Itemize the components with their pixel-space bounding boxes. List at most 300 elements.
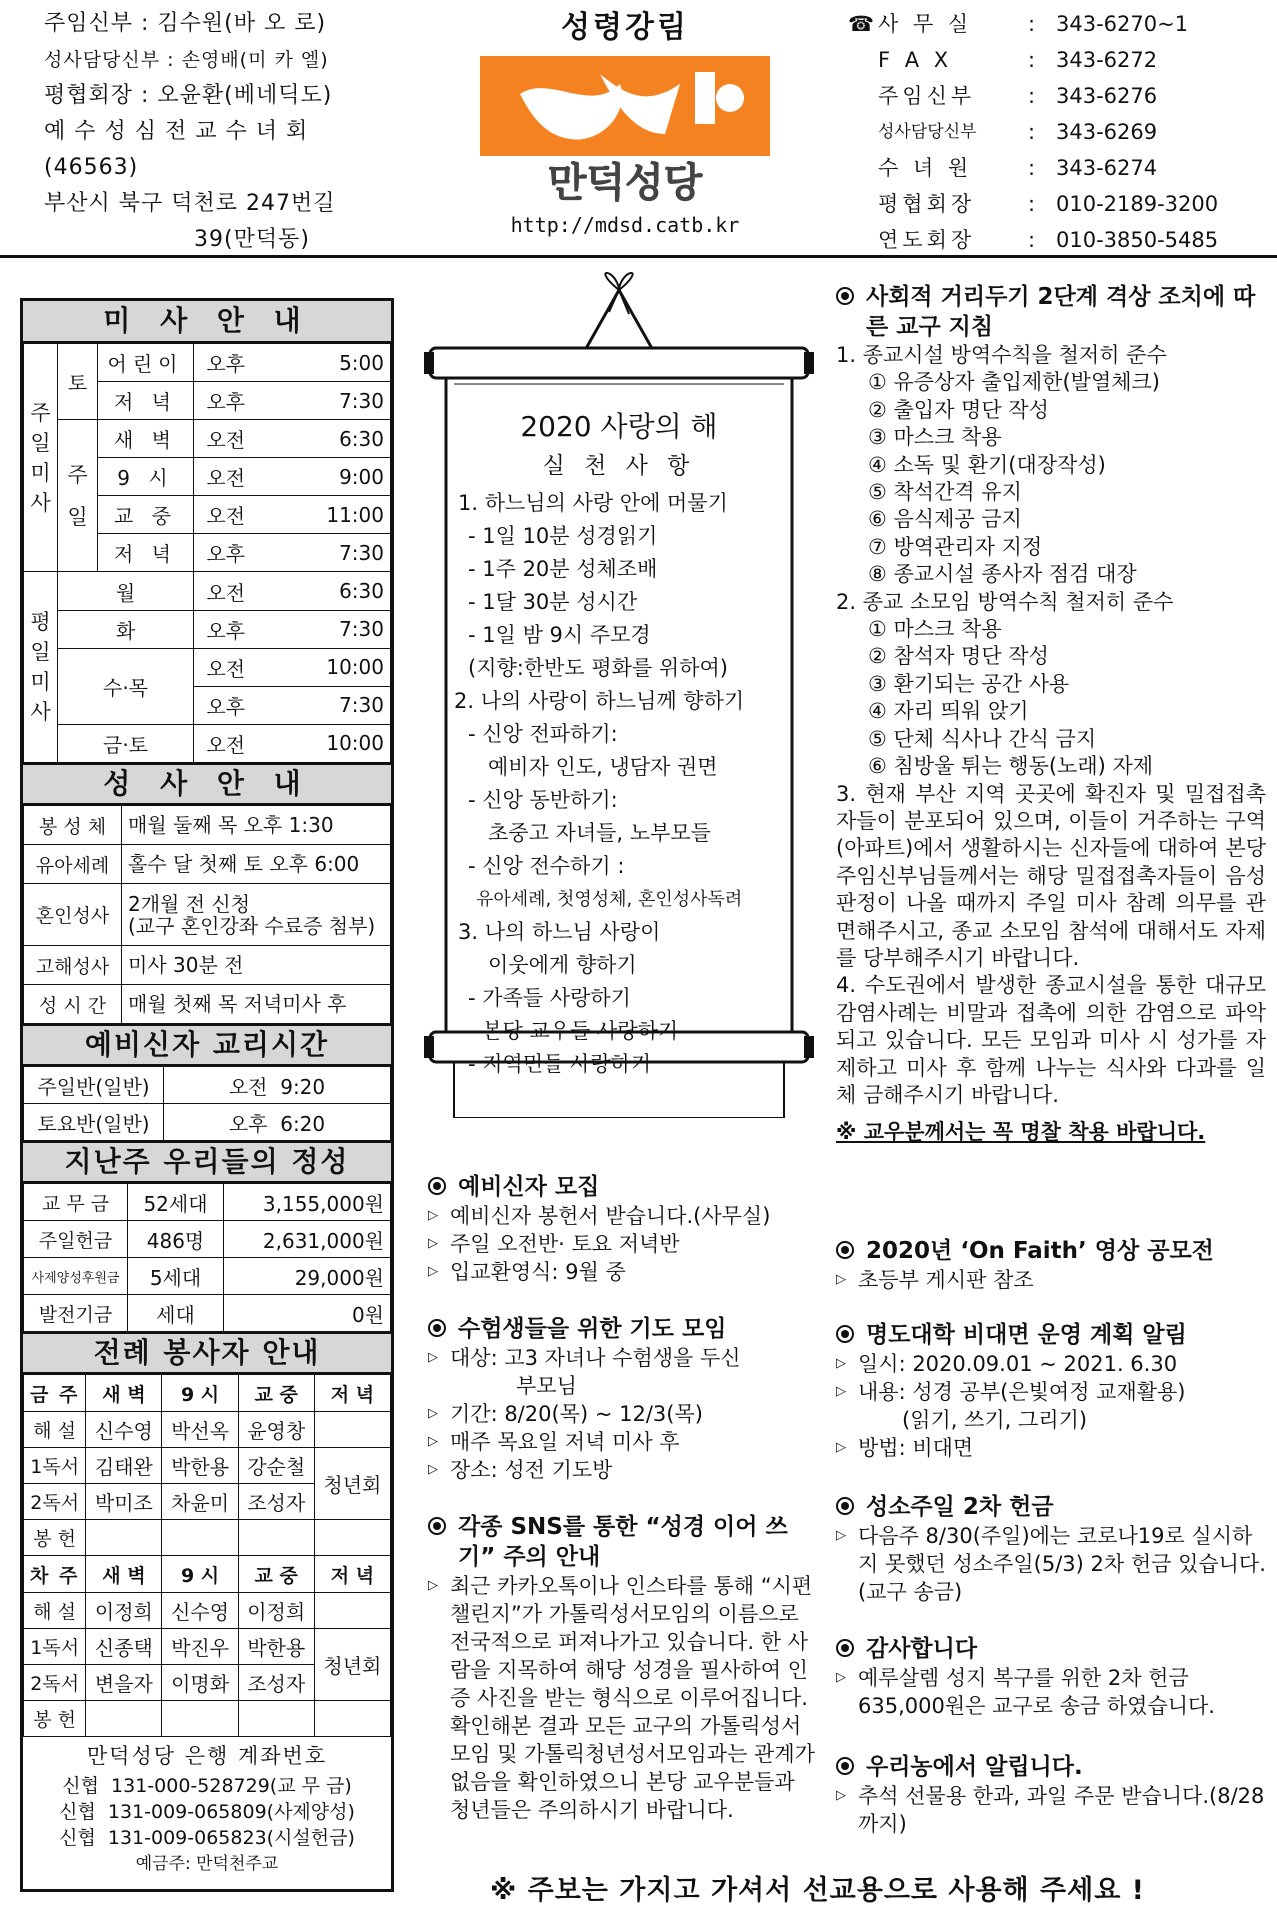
- table-cell: 이정희: [238, 1593, 314, 1629]
- guideline-line: ⑤ 단체 식사나 간식 금지: [868, 726, 1097, 751]
- table-cell: 1독서: [24, 1448, 86, 1484]
- guidelines-column: [836, 282, 1266, 1147]
- bullet-icon: [836, 1241, 854, 1259]
- contact-label: F A X: [878, 48, 953, 72]
- contact-label: 사 무 실: [878, 12, 973, 36]
- notice-line-body: [858, 1782, 1266, 1838]
- notice-line-text: 최근 카카오톡이나 인스타를 통해 “시편 챌린지”가 가톨릭성서모임의 이름으로 전국적으로 퍼져나가고 있습니다. 한 사람을 지목하여 해당 성경을 필사하여 인증 사진을 받는 형식으로 이루어집니다. 확인해본 결과 모든 교구의 가톨릭성서모임 및 가톨릭청년성서모임과는 관계가 없음을 확인하였으니 본당 교우분들과 청년들은 주의하시기 바랍니다.: [450, 1574, 815, 1822]
- scroll-subtitle: 실 천 사 항: [542, 453, 696, 479]
- guideline-line: ③ 마스크 착용: [868, 425, 1002, 450]
- table-cell: 2독서: [24, 1665, 86, 1701]
- triangle-bullet-icon: ▷: [836, 1788, 846, 1803]
- contact-label: 연도회장: [878, 228, 976, 252]
- contact-row: [848, 150, 1268, 186]
- notice-item: [428, 1172, 818, 1286]
- notice-item: [836, 1236, 1266, 1294]
- bank-account-line: 신협 131-009-065823(시설헌금): [59, 1827, 355, 1849]
- catechumen-heading: 예비신자 교리시간: [23, 1024, 391, 1066]
- triangle-bullet-icon: ▷: [428, 1462, 438, 1477]
- notice-line-continuation: 부모님: [516, 1374, 577, 1398]
- scroll-title: 2020 사랑의 해: [520, 410, 718, 443]
- table-cell: 토: [58, 344, 98, 420]
- table-cell: 오전: [194, 420, 258, 458]
- contact-spacer: [848, 186, 878, 222]
- table-cell: 29,000원: [224, 1258, 391, 1295]
- contact-number[interactable]: 343-6276: [1056, 84, 1158, 108]
- label-char: 사: [30, 490, 51, 515]
- parish-info: [44, 6, 444, 258]
- table-row: [24, 1412, 391, 1448]
- notice-line-body: [450, 1456, 818, 1484]
- table-row: [24, 1221, 391, 1258]
- notice-line: [428, 1344, 818, 1400]
- table-cell: 7:30: [258, 382, 391, 420]
- guideline-line: ④ 자리 띄워 앉기: [868, 699, 1029, 724]
- notice-line: [836, 1782, 1266, 1838]
- notice-line-body: [858, 1664, 1266, 1720]
- triangle-bullet-icon: ▷: [836, 1272, 846, 1287]
- sacrament-value-note: (교구 혼인강좌 수료증 첨부): [128, 913, 376, 938]
- table-cell: 혼인성사: [24, 884, 122, 946]
- scroll-line: 이웃에게 향하기: [488, 953, 637, 977]
- table-cell: 박미조: [86, 1484, 162, 1520]
- table-cell: 9 시: [162, 1556, 238, 1593]
- label-char: 일: [67, 504, 88, 529]
- table-row: [24, 806, 391, 845]
- scroll-line: - 본당 교우들 사랑하기: [468, 1019, 679, 1043]
- table-cell: 3,155,000원: [224, 1184, 391, 1221]
- scroll-line: (지향:한반도 평화를 위하여): [468, 656, 728, 680]
- notice-item: [428, 1512, 818, 1824]
- table-cell: [162, 1701, 238, 1737]
- notice-line-body: [450, 1572, 818, 1824]
- sacrament-table: [23, 805, 391, 1024]
- table-cell: 차 주: [24, 1556, 86, 1593]
- contact-row: [848, 114, 1268, 150]
- sacrament-value-text: 홀수 달 첫째 토 오후 6:00: [128, 852, 360, 876]
- notice-line-body: [450, 1258, 818, 1286]
- bulletin-header: [0, 0, 1277, 258]
- table-cell: 저 녁: [98, 382, 194, 420]
- notice-line-text: 주일 오전반· 토요 저녁반: [450, 1232, 680, 1256]
- sacrament-value: [122, 845, 391, 884]
- account-holder: 예금주: 만덕천주교: [135, 1854, 279, 1874]
- contact-row: [848, 6, 1268, 42]
- table-cell: 박한용: [238, 1629, 314, 1665]
- notice-line-text: 초등부 게시판 참조: [858, 1268, 1034, 1292]
- bank-account-line: 신협 131-009-065809(사제양성): [59, 1801, 355, 1823]
- guideline-line: ① 마스크 착용: [868, 617, 1002, 642]
- scroll-line: 유아세례, 첫영성체, 혼인성사독려: [476, 889, 743, 910]
- notice-title-text: 명도대학 비대면 운영 계획 알림: [866, 1322, 1187, 1348]
- table-cell: 오전 9:20: [164, 1067, 391, 1104]
- table-cell: 윤영창: [238, 1412, 314, 1448]
- scroll-line: - 신앙 전파하기:: [468, 722, 618, 746]
- table-cell: 9 시: [98, 458, 194, 496]
- table-cell: 새 벽: [86, 1556, 162, 1593]
- table-cell: 차윤미: [162, 1484, 238, 1520]
- mass-table: [23, 343, 391, 763]
- guideline-line: ② 출입자 명단 작성: [868, 397, 1049, 422]
- table-cell: 2독서: [24, 1484, 86, 1520]
- contact-number[interactable]: 343-6272: [1056, 48, 1158, 72]
- table-cell: [86, 1701, 162, 1737]
- scroll-line: - 지역민들 사랑하기: [468, 1052, 652, 1076]
- sacrament-value-text: 2개월 전 신청: [128, 891, 251, 916]
- offering-heading: 지난주 우리들의 정성: [23, 1141, 391, 1183]
- notice-title-text: 2020년 ‘On Faith’ 영상 공모전: [866, 1238, 1214, 1264]
- contact-label: 수 녀 원: [878, 156, 973, 180]
- notice-line: [428, 1456, 818, 1484]
- contact-spacer: [848, 114, 878, 150]
- notice-line: [836, 1378, 1266, 1434]
- triangle-bullet-icon: ▷: [836, 1670, 846, 1685]
- table-cell: 새 벽: [86, 1375, 162, 1412]
- notice-line-text: 내용: 성경 공부(은빛여정 교재활용): [858, 1380, 1186, 1404]
- table-cell: 오후 6:20: [164, 1104, 391, 1141]
- notice-line: [836, 1266, 1266, 1294]
- guideline-line: 2. 종교 소모임 방역수칙 철저히 준수: [836, 589, 1174, 614]
- notice-item: [836, 1492, 1266, 1606]
- contact-label: 주임신부: [878, 84, 976, 108]
- table-cell: 7:30: [258, 686, 391, 724]
- table-row: [24, 1629, 391, 1665]
- table-header-row: [24, 1375, 391, 1412]
- notice-line-text: 방법: 비대면: [858, 1436, 974, 1460]
- love-year-scroll: [424, 272, 814, 1118]
- guidelines-title: [836, 282, 1266, 342]
- table-cell: 토요반(일반): [24, 1104, 164, 1141]
- scroll-line: - 가족들 사랑하기: [468, 986, 631, 1010]
- liturgy-table: [23, 1374, 391, 1737]
- table-cell: 2,631,000원: [224, 1221, 391, 1258]
- bullet-icon: [428, 1517, 446, 1535]
- notice-line: [836, 1434, 1266, 1462]
- table-cell: 52세대: [128, 1184, 224, 1221]
- contact-spacer: [848, 222, 878, 258]
- notice-line: [836, 1350, 1266, 1378]
- table-cell: 사제양성후원금: [24, 1258, 128, 1295]
- triangle-bullet-icon: ▷: [428, 1350, 438, 1365]
- contact-row: [848, 78, 1268, 114]
- table-cell: 새 벽: [98, 420, 194, 458]
- notice-title: [836, 1236, 1266, 1266]
- table-cell: [238, 1520, 314, 1556]
- table-cell: 봉 헌: [24, 1520, 86, 1556]
- table-row: [24, 1067, 391, 1104]
- parish-website[interactable]: http://mdsd.catb.kr: [510, 213, 740, 237]
- table-cell: 박선옥: [162, 1412, 238, 1448]
- notice-line-body: [858, 1266, 1266, 1294]
- table-row: [24, 1184, 391, 1221]
- table-cell: 10:00: [258, 724, 391, 762]
- guideline-line: ③ 환기되는 공간 사용: [868, 671, 1070, 696]
- bulletin-footer: ※ 주보는 가지고 가셔서 선교용으로 사용해 주세요 !: [490, 1875, 1146, 1906]
- contact-separator: :: [1028, 192, 1036, 216]
- notice-item: [836, 1634, 1266, 1720]
- notice-title-text: 예비신자 모집: [458, 1174, 600, 1200]
- contact-spacer: [848, 42, 878, 78]
- notice-line: [428, 1258, 818, 1286]
- table-cell: 저 녁: [314, 1556, 390, 1593]
- contact-separator: :: [1028, 12, 1036, 36]
- bank-accounts-title: 만덕성당 은행 계좌번호: [86, 1744, 328, 1768]
- contact-label: 평협회장: [878, 192, 976, 216]
- scroll-line: 1. 하느님의 사랑 안에 머물기: [458, 491, 728, 515]
- label-char: 미: [30, 460, 51, 485]
- table-cell: 조성자: [238, 1665, 314, 1701]
- table-cell: 6:30: [258, 572, 391, 610]
- table-cell: 어린이: [98, 344, 194, 382]
- triangle-bullet-icon: ▷: [428, 1434, 438, 1449]
- liturgical-title: 성령강림: [561, 10, 689, 45]
- notice-line: [836, 1522, 1266, 1606]
- table-cell: 세대: [128, 1295, 224, 1332]
- table-cell: 발전기금: [24, 1295, 128, 1332]
- scroll-line: - 신앙 전수하기 :: [468, 854, 625, 878]
- notice-item: [428, 1314, 818, 1484]
- notice-title: [428, 1512, 818, 1572]
- scroll-line: 3. 나의 하느님 사랑이: [458, 920, 661, 944]
- guideline-line: ① 유증상자 출입제한(발열체크): [868, 370, 1160, 395]
- contact-separator: :: [1028, 48, 1036, 72]
- contact-number[interactable]: 010-2189-3200: [1056, 192, 1219, 216]
- notice-line-text: 기간: 8/20(목) ~ 12/3(목): [450, 1402, 703, 1426]
- nametag-note: ※ 교우분께서는 꼭 명찰 착용 바랍니다.: [836, 1120, 1206, 1145]
- table-cell: 11:00: [258, 496, 391, 534]
- notice-line-body: [450, 1202, 818, 1230]
- notice-line-body: [450, 1344, 818, 1400]
- table-cell: 오후: [194, 610, 258, 648]
- table-row: [24, 1104, 391, 1141]
- triangle-bullet-icon: ▷: [836, 1440, 846, 1455]
- table-header-row: [24, 1556, 391, 1593]
- table-cell: 주일반(일반): [24, 1067, 164, 1104]
- bank-accounts: [23, 1737, 391, 1883]
- guideline-line: ⑤ 착석간격 유지: [868, 480, 1022, 505]
- notice-line-text: 추석 선물용 한과, 과일 주문 받습니다.(8/28까지): [858, 1784, 1265, 1836]
- table-cell: 금·토: [58, 724, 194, 762]
- table-row: [24, 344, 391, 382]
- notice-line-continuation: (읽기, 쓰기, 그리기): [902, 1408, 1088, 1432]
- table-cell: 0원: [224, 1295, 391, 1332]
- table-row: [24, 1520, 391, 1556]
- notice-item: [836, 1752, 1266, 1838]
- bulletin-masthead: [480, 6, 770, 237]
- contact-number[interactable]: 343-6269: [1056, 120, 1158, 144]
- triangle-bullet-icon: ▷: [428, 1208, 438, 1223]
- notice-line: [428, 1400, 818, 1428]
- parish-logo: [480, 54, 770, 202]
- notice-line-text: 예루살렘 성지 복구를 위한 2차 헌금 635,000원은 교구로 송금 하였습니다.: [858, 1666, 1215, 1718]
- contact-separator: :: [1028, 84, 1036, 108]
- scroll-line: 예비자 인도, 냉담자 권면: [488, 755, 718, 779]
- bullet-icon: [836, 287, 854, 305]
- bullet-icon: [836, 1325, 854, 1343]
- guidelines-title-text: 사회적 거리두기 2단계 격상 조치에 따른 교구 지침: [866, 284, 1256, 340]
- sacrament-value-text: 매월 둘째 목 오후 1:30: [128, 813, 334, 837]
- table-row: [24, 1448, 391, 1484]
- table-row: [24, 420, 391, 458]
- table-cell: 교 중: [98, 496, 194, 534]
- notice-title: [836, 1634, 1266, 1664]
- scroll-line: 2. 나의 사랑이 하느님께 향하기: [454, 689, 745, 713]
- liturgy-heading: 전례 봉사자 안내: [23, 1332, 391, 1374]
- table-cell: [314, 1701, 390, 1737]
- table-cell: 해 설: [24, 1593, 86, 1629]
- scroll-line: - 신앙 동반하기:: [468, 788, 618, 812]
- notice-title-text: 각종 SNS를 통한 “성경 이어 쓰기” 주의 안내: [458, 1514, 788, 1570]
- table-cell: 5세대: [128, 1258, 224, 1295]
- table-cell: 김태완: [86, 1448, 162, 1484]
- notice-line-body: [450, 1230, 818, 1258]
- table-cell: [86, 1520, 162, 1556]
- sacrament-heading: 성 사 안 내: [23, 763, 391, 805]
- table-row: [24, 946, 391, 985]
- sacrament-value-text: 미사 30분 전: [128, 953, 244, 977]
- sisters-line: 예 수 성 심 전 교 수 녀 회: [44, 119, 309, 144]
- notice-line-text: 매주 목요일 저녁 미사 후: [450, 1430, 680, 1454]
- table-cell: 저 녁: [98, 534, 194, 572]
- table-cell: 오전: [194, 496, 258, 534]
- table-row: [24, 1295, 391, 1332]
- sacrament-value: [122, 985, 391, 1024]
- contact-spacer: [848, 78, 878, 114]
- label-char: 평: [30, 610, 51, 635]
- table-cell: 오후: [194, 382, 258, 420]
- guideline-line: ④ 소독 및 환기(대장작성): [868, 452, 1106, 477]
- table-cell: 오전: [194, 648, 258, 686]
- contact-separator: :: [1028, 120, 1036, 144]
- table-cell: 성 시 간: [24, 985, 122, 1024]
- table-cell: 변을자: [86, 1665, 162, 1701]
- notice-line-text: 예비신자 봉헌서 받습니다.(사무실): [450, 1204, 771, 1228]
- triangle-bullet-icon: ▷: [428, 1264, 438, 1279]
- notice-line-body: [858, 1434, 1266, 1462]
- guideline-line: ⑧ 종교시설 종사자 점검 대장: [868, 562, 1137, 587]
- table-cell: 박한용: [162, 1448, 238, 1484]
- scroll-line: - 1일 10분 성경읽기: [468, 524, 658, 548]
- table-cell: 유아세례: [24, 845, 122, 884]
- table-cell: 이명화: [162, 1665, 238, 1701]
- notice-line-body: [450, 1428, 818, 1456]
- notice-line: [428, 1428, 818, 1456]
- notice-line-text: 일시: 2020.09.01 ~ 2021. 6.30: [858, 1352, 1178, 1376]
- contact-row: [848, 186, 1268, 222]
- triangle-bullet-icon: ▷: [428, 1236, 438, 1251]
- bullet-icon: [836, 1497, 854, 1515]
- triangle-bullet-icon: ▷: [428, 1406, 438, 1421]
- table-cell: 6:30: [258, 420, 391, 458]
- table-cell: 금 주: [24, 1375, 86, 1412]
- label-char: 일: [30, 640, 51, 665]
- table-cell: 9:00: [258, 458, 391, 496]
- table-cell: 오후: [194, 344, 258, 382]
- label-char: 주: [30, 400, 51, 425]
- notice-line-body: [450, 1400, 818, 1428]
- table-cell: 10:00: [258, 648, 391, 686]
- table-cell: 오전: [194, 458, 258, 496]
- table-cell: 강순철: [238, 1448, 314, 1484]
- table-cell: 7:30: [258, 534, 391, 572]
- notice-title-text: 우리농에서 알립니다.: [866, 1754, 1083, 1780]
- table-cell: [314, 1593, 390, 1629]
- parish-logo-text: 만덕성당: [547, 160, 703, 202]
- guideline-item-3: 3. 현재 부산 지역 곳곳에 확진자 및 밀접접촉자들이 분포되어 있으며, 이들이 거주하는 구역(아파트)에서 생활하시는 신자들에 대하여 본당 주임신부님들께서는 해당 밀접접촉자들이 음성판정이 나올 때까지 주일 미사 참례 의무를 관면해주시고, 종교 소모임 참석에 대해서도 자제를 당부해주시기 바랍니다.: [836, 781, 1266, 970]
- label-char: 미: [30, 670, 51, 695]
- notice-title-text: 성소주일 2차 헌금: [866, 1494, 1054, 1520]
- pastor-line: 주임신부 : 김수원(바 오 로): [44, 11, 327, 36]
- notice-title: [836, 1320, 1266, 1350]
- table-cell: 청년회: [314, 1629, 390, 1701]
- notice-line-text: 대상: 고3 자녀나 수험생을 두신: [450, 1346, 741, 1370]
- contact-separator: :: [1028, 156, 1036, 180]
- table-cell: 고해성사: [24, 946, 122, 985]
- notice-title-text: 수험생들을 위한 기도 모임: [458, 1316, 727, 1342]
- catechumen-table: [23, 1066, 391, 1141]
- table-cell: 저 녁: [314, 1375, 390, 1412]
- table-cell: [314, 1520, 390, 1556]
- triangle-bullet-icon: ▷: [836, 1384, 846, 1399]
- phone-icon: ☎: [848, 12, 875, 36]
- table-cell: 신수영: [86, 1412, 162, 1448]
- table-cell: 교 중: [238, 1375, 314, 1412]
- sacrament-value: [122, 946, 391, 985]
- table-cell: 주일헌금: [24, 1221, 128, 1258]
- scroll-line: - 1주 20분 성체조배: [468, 557, 658, 581]
- table-cell: 신종택: [86, 1629, 162, 1665]
- contact-label: 성사담당신부: [878, 122, 977, 142]
- notice-line: [836, 1664, 1266, 1720]
- weekday-mass-label: [24, 572, 58, 763]
- label-char: 주: [67, 462, 88, 487]
- table-row: [24, 572, 391, 610]
- guideline-line: ② 참석자 명단 작성: [868, 644, 1049, 669]
- table-cell: 수·목: [58, 648, 194, 724]
- table-cell: 청년회: [314, 1448, 390, 1520]
- contact-number[interactable]: 343-6270~1: [1056, 12, 1189, 36]
- notice-line: [428, 1202, 818, 1230]
- guideline-line: ⑥ 침방울 튀는 행동(노래) 자제: [868, 754, 1154, 779]
- table-cell: 봉 성 체: [24, 806, 122, 845]
- notice-title: [428, 1172, 818, 1202]
- offering-table: [23, 1183, 391, 1332]
- address-line-1: 부산시 북구 덕천로 247번길: [44, 191, 336, 216]
- contact-list: [848, 6, 1268, 258]
- notice-line-text: 장소: 성전 기도방: [450, 1458, 613, 1482]
- table-cell: [314, 1412, 390, 1448]
- sunday-label: [58, 420, 98, 572]
- table-row: [24, 845, 391, 884]
- address-line-2: 39(만덕동): [194, 227, 310, 252]
- table-cell: [238, 1701, 314, 1737]
- guideline-line: ⑦ 방역관리자 지정: [868, 534, 1043, 559]
- contact-number[interactable]: 343-6274: [1056, 156, 1158, 180]
- contact-number[interactable]: 010-3850-5485: [1056, 228, 1219, 252]
- sacrament-value: [122, 806, 391, 845]
- scroll-content: [454, 404, 784, 1081]
- schedule-column: [20, 298, 394, 1892]
- table-cell: 7:30: [258, 610, 391, 648]
- notice-line-body: [858, 1522, 1266, 1606]
- triangle-bullet-icon: ▷: [836, 1356, 846, 1371]
- bullet-icon: [836, 1639, 854, 1657]
- sacrament-value-text: 매월 첫째 목 저녁미사 후: [128, 992, 347, 1016]
- notice-title-text: 감사합니다: [866, 1636, 978, 1662]
- council-line: 평협회장 : 오윤환(베네딕도): [44, 83, 333, 108]
- triangle-bullet-icon: ▷: [428, 1578, 438, 1593]
- table-cell: 봉 헌: [24, 1701, 86, 1737]
